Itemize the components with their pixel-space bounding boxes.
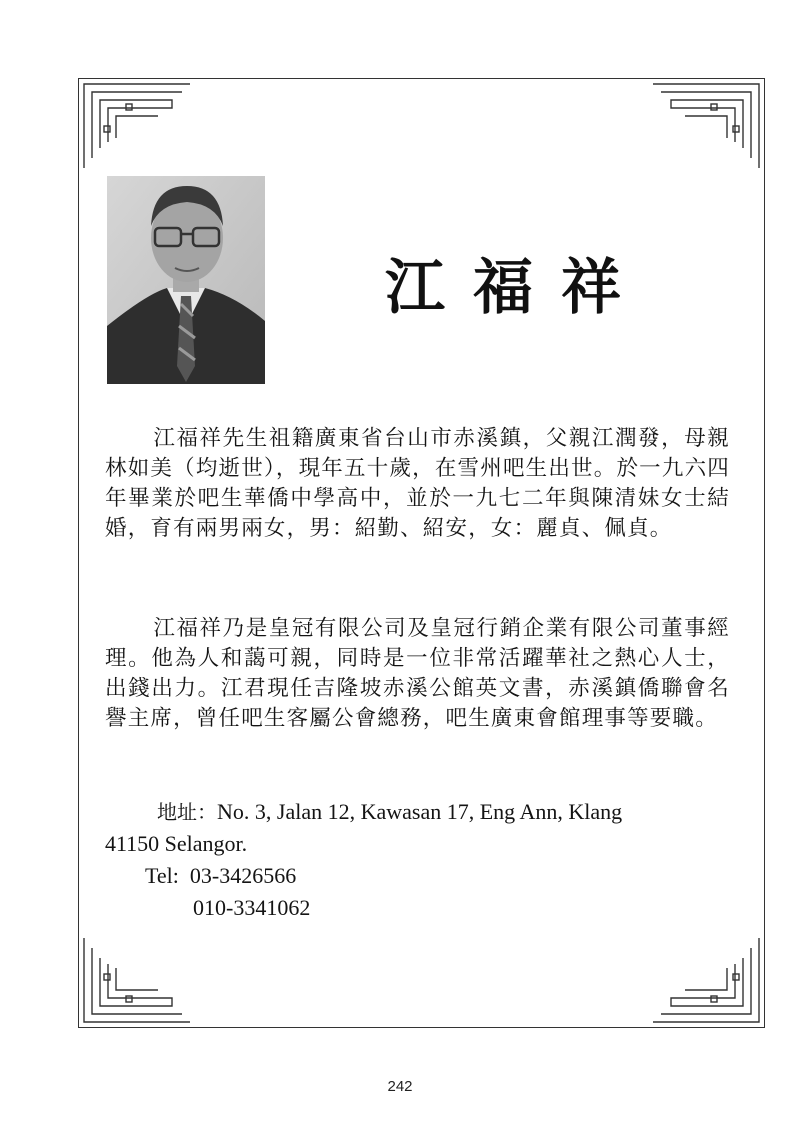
biography-text-2: 江福祥乃是皇冠有限公司及皇冠行銷企業有限公司董事經理。他為人和藹可親，同時是一位非常活躍華社之熱心人士，出錢出力。江君現任吉隆坡赤溪公館英文書，赤溪鎮僑聯會名譽主席，曾任吧生客屬公會總務，吧生廣東會館理事等要職。 xyxy=(105,616,730,731)
portrait-photo xyxy=(107,176,265,384)
address-line-1 xyxy=(105,796,725,828)
biography-text-1: 江福祥先生祖籍廣東省台山市赤溪鎮，父親江潤發，母親林如美（均逝世），現年五十歲，在雪州吧生出世。於一九六四年畢業於吧生華僑中學高中，並於一九七二年與陳清妹女士結婚，育有兩男兩女，男：紹勤、紹安，女：麗貞、佩貞。 xyxy=(105,426,730,541)
telephone-number-2: 010-3341062 xyxy=(193,895,311,920)
address-street: No. 3, Jalan 12, Kawasan 17, Eng Ann, Klang xyxy=(217,799,623,824)
corner-ornament-bottom-left xyxy=(78,908,198,1028)
address-label: 地址： xyxy=(157,800,217,824)
corner-ornament-top-right xyxy=(645,78,765,198)
biography-paragraph-2 xyxy=(105,614,730,734)
telephone-number-1: 03-3426566 xyxy=(189,863,297,888)
page-number: 242 xyxy=(387,1078,413,1095)
biography-paragraph-1 xyxy=(105,424,730,544)
person-name-title: 江福祥 xyxy=(385,253,649,323)
corner-ornament-bottom-right xyxy=(645,908,765,1028)
telephone-label: Tel: xyxy=(145,863,179,888)
telephone-line-1 xyxy=(105,860,725,892)
address-block xyxy=(105,796,725,924)
address-line-2: 41150 Selangor. xyxy=(105,831,248,856)
